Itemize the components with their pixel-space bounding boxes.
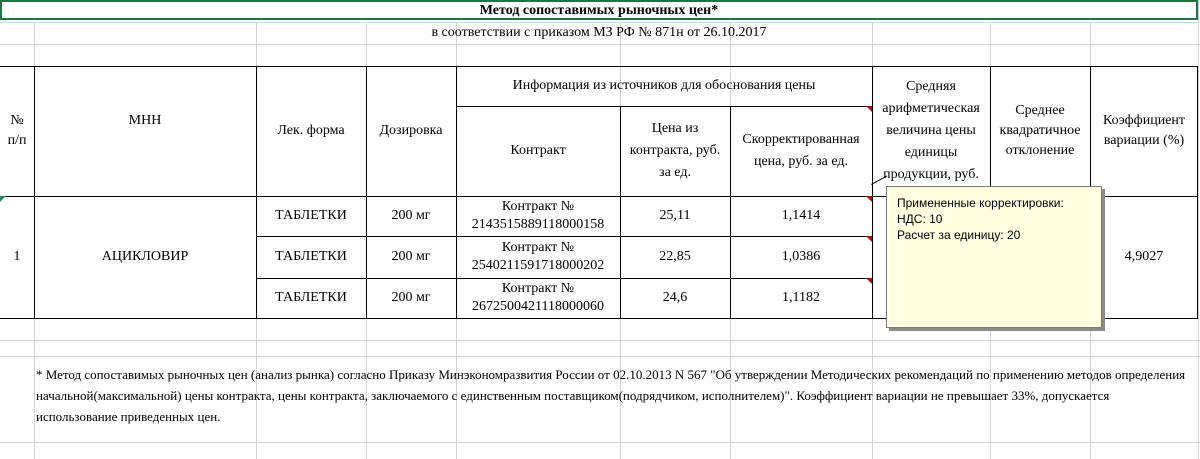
header-price: Цена из контракта, руб. за ед. (629, 121, 721, 180)
comment-indicator[interactable] (866, 106, 872, 112)
table-row-1-form[interactable]: ТАБЛЕТКИ (275, 208, 347, 223)
cell-comment-popup[interactable] (886, 186, 1102, 328)
table-row-1-contract[interactable] (456, 196, 620, 236)
sheet-title: Метод сопоставимых рыночных цен* (479, 3, 719, 18)
table-row-2-contract[interactable] (456, 236, 620, 278)
comment-line-unit-calc: Расчет за единицу: 20 (897, 228, 1021, 242)
header-form: Лек. форма (277, 123, 345, 138)
header-cv: Коэффициент вариации (%) (1102, 113, 1186, 148)
table-row-3-contract[interactable] (456, 278, 620, 318)
footnote-text[interactable]: * Метод сопоставимых рыночных цен (анализ рынка) согласно Приказу Минэкономразвития России от 02.10.2013 N 567 "Об утверждении Методических рекомендаций по применению методов определения начальной(максимальной) цены контракта, цены контракта, заключаемого с единственным поставщиком(подрядчиком, исполнителем)". Коэффициент вариации не превышает 33%, допускается использование приведенных цен. (36, 367, 1186, 424)
header-dose: Дозировка (379, 123, 443, 138)
header-sources: Информация из источников для обоснования цены (512, 78, 816, 93)
error-indicator[interactable] (0, 196, 6, 202)
comment-indicator[interactable] (866, 196, 872, 202)
header-mean: Средняя арифметическая величина цены единицы продукции, руб. (882, 79, 980, 182)
comment-indicator[interactable] (866, 236, 872, 242)
header-contract: Контракт (510, 143, 566, 158)
table-row-2-dose[interactable]: 200 мг (391, 249, 431, 264)
contract-label: Контракт № (501, 281, 575, 296)
header-std: Среднее квадратичное отклонение (999, 103, 1081, 158)
cell-row-number[interactable]: 1 (13, 249, 21, 264)
table-row-3-form[interactable]: ТАБЛЕТКИ (275, 290, 347, 305)
cell-variation-coefficient[interactable]: 4,9027 (1124, 249, 1164, 264)
comment-indicator[interactable] (866, 278, 872, 284)
contract-label: Контракт № (501, 240, 575, 255)
contract-number: 2672500421118000060 (472, 299, 604, 314)
comment-line-vat: НДС: 10 (897, 212, 943, 226)
table-row-1-price[interactable]: 25,11 (659, 208, 691, 223)
header-num: № п/п (7, 113, 27, 148)
table-row-3-dose[interactable]: 200 мг (391, 290, 431, 305)
table-row-2-adjusted[interactable]: 1,0386 (781, 249, 821, 264)
table-row-1-dose[interactable]: 200 мг (391, 208, 431, 223)
contract-number: 2143515889118000158 (471, 217, 605, 232)
sheet-subtitle: в соответствии с приказом МЗ РФ № 871н от 26.10.2017 (431, 25, 767, 40)
contract-label: Контракт № (501, 199, 575, 214)
table-row-2-price[interactable]: 22,85 (659, 249, 691, 264)
table-row-1-adjusted[interactable]: 1,1414 (781, 208, 821, 223)
table-row-2-form[interactable]: ТАБЛЕТКИ (275, 249, 347, 264)
header-adjusted: Скорректированная цена, руб. за ед. (742, 132, 860, 169)
contract-number: 2540211591718000202 (471, 258, 605, 273)
table-row-3-price[interactable]: 24,6 (662, 290, 688, 305)
table-row-3-adjusted[interactable]: 1,1182 (782, 290, 820, 305)
comment-line-adjustments: Примененные корректировки: (897, 196, 1064, 210)
cell-mnn[interactable]: АЦИКЛОВИР (101, 249, 189, 264)
header-mnn: МНН (128, 113, 162, 128)
